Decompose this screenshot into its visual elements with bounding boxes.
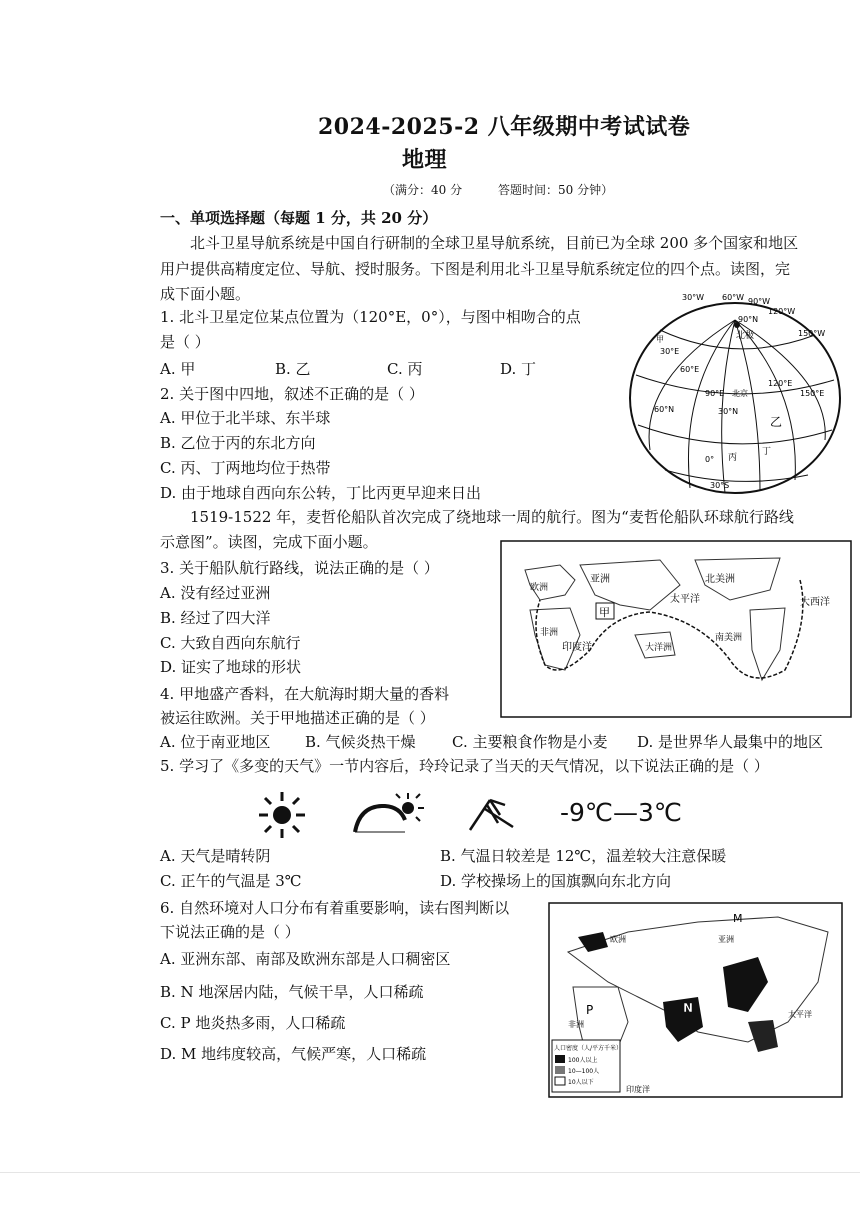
map-label-jia: 甲 (599, 606, 610, 619)
q6-stem-2: 下说法正确的是（ ） (160, 923, 300, 941)
q4-option-c[interactable]: C. 主要粮食作物是小麦 (452, 733, 608, 751)
map-label-europe: 欧洲 (530, 583, 549, 593)
answer-time: 答题时间：50 分钟） (498, 183, 614, 197)
q1-option-c[interactable]: C. 丙 (387, 360, 423, 378)
q3-stem: 3. 关于船队航行路线，说法正确的是（ ） (160, 559, 439, 577)
q2-option-a[interactable]: A. 甲位于北半球、东半球 (160, 409, 331, 427)
q4-stem: 4. 甲地盛产香料，在大航海时期大量的香料 (160, 685, 450, 703)
q6-option-b[interactable]: B. N 地深居内陆，气候干旱，人口稀疏 (160, 983, 424, 1001)
map-label-na: 北美洲 (705, 574, 735, 585)
page-bottom-divider (0, 1172, 860, 1173)
q5-option-b[interactable]: B. 气温日较差是 12℃，温差较大注意保暖 (440, 847, 727, 865)
pop-label-n: N (683, 1001, 694, 1015)
q3-option-b[interactable]: B. 经过了四大洋 (160, 609, 271, 627)
map-label-africa: 非洲 (540, 628, 559, 638)
q4-stem-2: 被运往欧洲。关于甲地描述正确的是（ ） (160, 709, 435, 727)
label-90n: 90°N (738, 315, 759, 324)
popmap-legend (552, 1040, 622, 1092)
q1-stem: 1. 北斗卫星定位某点位置为（120°E，0°），与图中相吻合的点 (160, 308, 581, 326)
q6-option-a[interactable]: A. 亚洲东部、南部及欧洲东部是人口稠密区 (160, 950, 451, 968)
cloudy-to-sunny-icon (350, 790, 425, 840)
pop-label-africa: 非洲 (568, 1020, 584, 1029)
q1-option-d[interactable]: D. 丁 (500, 360, 537, 378)
map-label-oceania: 大洋洲 (645, 643, 673, 653)
population-map (548, 902, 843, 1098)
temperature-range: -9℃—3℃ (560, 798, 682, 827)
q3-option-d[interactable]: D. 证实了地球的形状 (160, 658, 302, 676)
map-label-indian: 印度洋 (562, 642, 592, 653)
map-label-asia: 亚洲 (590, 574, 610, 585)
label-bing: 丙 (728, 453, 738, 463)
legend-title: 人口密度（人/平方千米） (554, 1045, 623, 1052)
full-score: （满分：40 分 (383, 183, 463, 197)
label-150w: 150°W (798, 329, 826, 338)
q2-option-d[interactable]: D. 由于地球自西向东公转，丁比丙更早迎来日出 (160, 484, 482, 502)
q4-option-d[interactable]: D. 是世界华人最集中的地区 (637, 733, 824, 751)
q3-option-c[interactable]: C. 大致自西向东航行 (160, 634, 301, 652)
label-30w: 30°W (682, 293, 705, 302)
label-beijing: 北京 (732, 389, 748, 398)
label-60w: 60°W (722, 293, 745, 302)
pop-label-pacific: 太平洋 (788, 1010, 812, 1019)
q1-option-a[interactable]: A. 甲 (160, 360, 196, 378)
label-90e: 90°E (705, 389, 725, 398)
passage2-line-2: 示意图”。读图，完成下面小题。 (160, 533, 378, 551)
map-label-sa: 南美洲 (715, 633, 743, 643)
sunny-icon (255, 790, 310, 840)
pop-label-indian: 印度洋 (626, 1085, 650, 1094)
label-jia-globe: 甲 (656, 335, 664, 344)
label-yi: 乙 (770, 415, 783, 429)
q2-option-c[interactable]: C. 丙、丁两地均位于热带 (160, 459, 331, 477)
q2-stem: 2. 关于图中四地，叙述不正确的是（ ） (160, 385, 424, 403)
intro-line-3: 成下面小题。 (160, 285, 251, 303)
q4-option-a[interactable]: A. 位于南亚地区 (160, 733, 271, 751)
q6-option-c[interactable]: C. P 地炎热多雨，人口稀疏 (160, 1014, 346, 1032)
q5-option-a[interactable]: A. 天气是晴转阴 (160, 847, 271, 865)
label-30n: 30°N (718, 407, 739, 416)
q5-option-d[interactable]: D. 学校操场上的国旗飘向东北方向 (440, 872, 672, 890)
label-30e: 30°E (660, 347, 680, 356)
pop-label-m: M (733, 912, 743, 925)
q6-option-d[interactable]: D. M 地纬度较高，气候严寒，人口稀疏 (160, 1045, 427, 1063)
subject-title: 地理 (402, 147, 448, 173)
legend-high: 100人以上 (568, 1057, 598, 1064)
label-120w: 120°W (768, 307, 796, 316)
magellan-map (500, 540, 852, 718)
pop-label-p: P (586, 1003, 594, 1017)
q6-stem: 6. 自然环境对人口分布有着重要影响，读右图判断以 (160, 899, 510, 917)
pop-label-asia: 亚洲 (718, 935, 734, 944)
intro-line-1: 北斗卫星导航系统是中国自行研制的全球卫星导航系统，目前已为全球 200 多个国家和地区 (190, 234, 799, 252)
exam-title: 2024-2025-2 八年级期中考试试卷 (318, 114, 691, 140)
label-beiji: 北极 (736, 331, 755, 341)
label-120e: 120°E (768, 379, 793, 388)
section-heading: 一、单项选择题（每题 1 分，共 20 分） (160, 209, 438, 227)
label-150e: 150°E (800, 389, 825, 398)
intro-line-2: 用户提供高精度定位、导航、授时服务。下图是利用北斗卫星导航系统定位的四个点。读图，完 (160, 260, 791, 278)
q4-option-b[interactable]: B. 气候炎热干燥 (305, 733, 416, 751)
q1-option-b[interactable]: B. 乙 (275, 360, 311, 378)
label-0: 0° (705, 455, 715, 464)
passage2-line-1: 1519-1522 年，麦哲伦船队首次完成了绕地球一周的航行。图为“麦哲伦船队环球航行路线 (190, 508, 794, 526)
legend-mid: 10—100人 (568, 1068, 600, 1075)
label-30s: 30°S (710, 481, 730, 490)
q5-stem: 5. 学习了《多变的天气》一节内容后，玲玲记录了当天的天气情况，以下说法正确的是（ ） (160, 757, 769, 775)
q3-option-a[interactable]: A. 没有经过亚洲 (160, 584, 271, 602)
globe-figure (620, 290, 850, 495)
map-label-pacific: 太平洋 (670, 594, 700, 605)
q5-option-c[interactable]: C. 正午的气温是 3℃ (160, 872, 302, 890)
legend-low: 10人以下 (568, 1079, 594, 1086)
label-60n: 60°N (654, 405, 675, 414)
q2-option-b[interactable]: B. 乙位于丙的东北方向 (160, 434, 316, 452)
q1-stem-2: 是（ ） (160, 333, 210, 351)
lat-0 (638, 425, 832, 444)
label-60e: 60°E (680, 365, 700, 374)
map-label-atlantic: 大西洋 (800, 597, 830, 608)
label-90w: 90°W (748, 297, 771, 306)
pop-label-europe: 欧洲 (610, 935, 626, 944)
label-ding: 丁 (762, 447, 772, 457)
wind-icon (465, 795, 520, 840)
